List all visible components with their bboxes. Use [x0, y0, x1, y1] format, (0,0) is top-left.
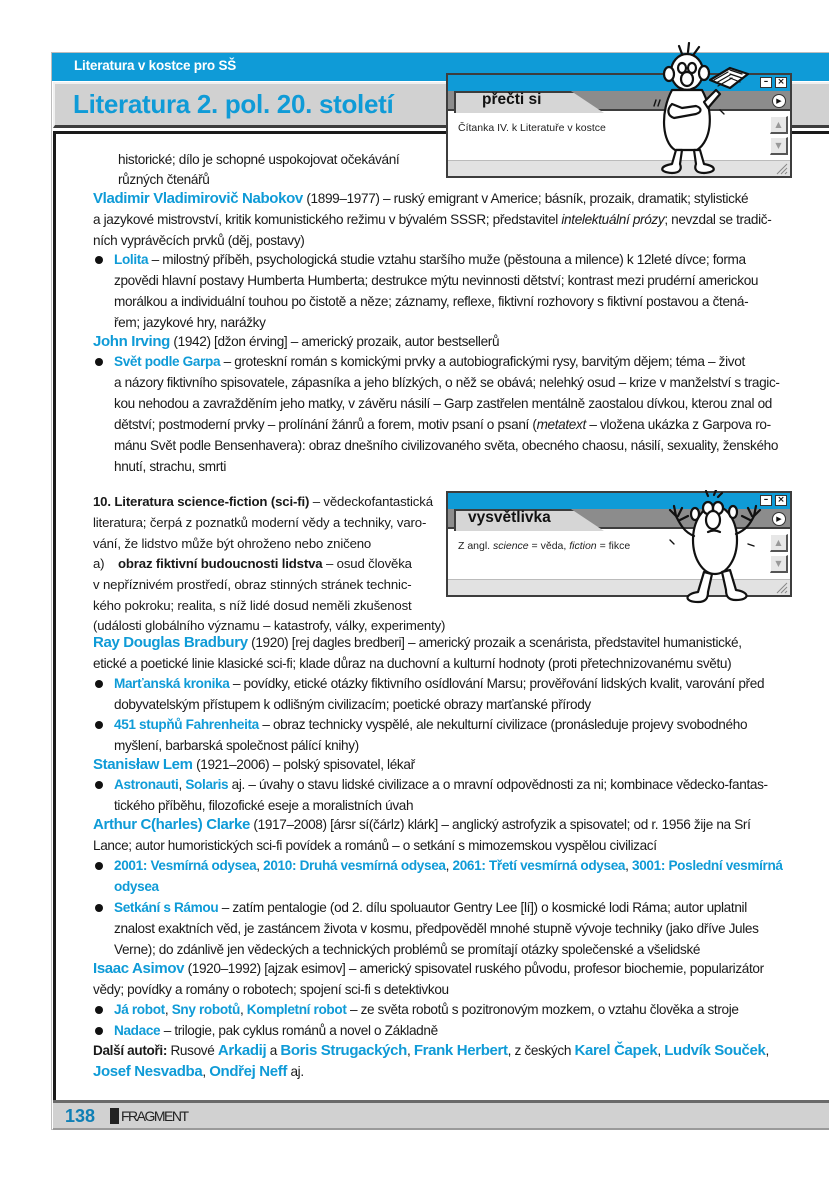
text: a	[266, 1043, 281, 1058]
section-title: 10. Literatura science-fiction (sci-fi)	[93, 494, 310, 509]
close-icon[interactable]: ×	[775, 77, 787, 88]
bullet-icon	[95, 680, 103, 688]
popup-scrollbar[interactable]	[768, 113, 790, 160]
work-desc-line: řem; jazykové hry, narážky	[114, 315, 266, 330]
work-desc: – obraz technicky vyspělé, ale nekulturní civilizace (pronásleduje projevy svobodného	[258, 717, 748, 732]
text: dětství; postmoderní prvky – prolínání žánrů a forem, motiv psaní o psaní (	[114, 417, 537, 432]
work-desc-line: znalost exaktních věd, je zastáncem života v kosmu, předpověděl mnohé stupně vývoje techniky (jako dříve Jules	[114, 921, 759, 936]
text: ,	[178, 777, 186, 792]
popup-scrollbar[interactable]	[768, 531, 790, 579]
author-name: Arthur C(harles) Clarke	[93, 816, 250, 833]
note-term-science: science	[493, 540, 529, 552]
author-name: Arkadij	[217, 1042, 267, 1059]
author-desc: (1920) [rej dagles bredberi] – americký prozaik a scenárista, představitel humanistické,	[247, 635, 742, 650]
text: – vědeckofantastická	[309, 494, 433, 509]
work-foundation	[114, 1020, 438, 1041]
author-desc-line: vědy; povídky a romány o robotech; spojení sci-fi s detektivkou	[93, 982, 449, 997]
other-authors-line	[93, 1061, 304, 1082]
scroll-up-icon[interactable]: ▲	[770, 534, 788, 552]
work-desc-line: kou nehodou a zavražděním jeho matky, v závěru násilí – Garp zastřelen mentálně zaostalou dívkou, kterou znal od	[114, 396, 772, 411]
work-desc-line: a názory fiktivního spisovatele, zápasníka a jeho blízkých, o něž se obává; nelehký osud – krize v manželství s tragic-	[114, 375, 780, 390]
chapter-title: Literatura 2. pol. 20. století	[73, 89, 394, 119]
note-text-part: = věda,	[528, 540, 570, 552]
play-icon[interactable]: ▶	[772, 512, 786, 526]
author-name: Frank Herbert	[413, 1042, 508, 1059]
bullet-icon	[95, 781, 103, 789]
note-text	[458, 540, 630, 552]
text: – osud člověka	[322, 556, 412, 571]
publisher-logo	[110, 1108, 188, 1124]
note-term-fiction: fiction	[569, 540, 597, 552]
work-desc: – zatím pentalogie (od 2. dílu spoluautor Gentry Lee [lí]) o kosmické lodi Ráma; autor uplatnil	[218, 900, 747, 915]
work-title: Astronauti	[114, 777, 179, 792]
text: ,	[765, 1043, 769, 1058]
author-desc: (1917–2008) [ársr sí(čárlz) klárk] – anglický astrofyzik a spisovatel; od r. 1956 žije na Srí	[250, 817, 751, 832]
work-title: 451 stupňů Fahrenheita	[114, 717, 259, 732]
author-desc: (1942) [džon érving] – americký prozaik, autor bestsellerů	[170, 334, 500, 349]
work-desc-line	[114, 414, 771, 435]
author-name: John Irving	[93, 333, 170, 350]
author-name: Isaac Asimov	[93, 960, 185, 977]
page-footer	[53, 1100, 829, 1130]
work-desc: – milostný příběh, psychologická studie vztahu staršího muže (pěstouna a milence) k 12leté dívce; forma	[148, 252, 746, 267]
author-nabokov	[93, 188, 748, 209]
author-name: Ray Douglas Bradbury	[93, 634, 248, 651]
work-title: 2001: Vesmírná odysea	[114, 858, 257, 873]
work-f451	[114, 714, 747, 735]
work-desc-line: morálkou a individuální touhou po čistotě a něze; záznamy, reflexe, fiktivní rozhovory s fiktivní postavou a čtená-	[114, 294, 749, 309]
term-metatext: metatext	[536, 417, 586, 432]
work-title: 2061: Třetí vesmírná odysea	[452, 858, 626, 873]
tab-read-label: přečti si	[482, 91, 542, 108]
tab-note-label: vysvětlivka	[468, 509, 551, 526]
bullet-icon	[95, 358, 103, 366]
other-authors	[93, 1040, 769, 1061]
bullet-icon	[95, 256, 103, 264]
subsection-a	[118, 553, 412, 574]
work-title: Nadace	[114, 1023, 161, 1038]
intro-line: historické; dílo je schopné uspokojovat očekávání	[118, 152, 400, 167]
scroll-down-icon[interactable]: ▼	[770, 555, 788, 573]
term-intellectual-prose: intelektuální prózy	[561, 212, 665, 227]
work-title: Solaris	[185, 777, 229, 792]
bullet-icon	[95, 1027, 103, 1035]
subsection-title: obraz fiktivní budoucnosti lidstva	[118, 556, 323, 571]
note-text-part: = fikce	[596, 540, 631, 552]
author-irving	[93, 331, 499, 352]
work-garp	[114, 351, 745, 372]
author-desc: (1921–2006) – polský spisovatel, lékař	[192, 757, 415, 772]
text: ,	[202, 1064, 210, 1079]
read-recommendation: Čítanka IV. k Literatuře v kostce	[458, 122, 606, 134]
work-title-line	[114, 876, 159, 897]
publisher-name: FRAGMENT	[121, 1108, 188, 1124]
work-desc-line: zpovědi hlavní postavy Humberta Humberta; destrukce mýtu nevinnosti dětství; kontrast mezi prudérní americkou	[114, 273, 759, 288]
bullet-icon	[95, 904, 103, 912]
author-name: Stanisław Lem	[93, 756, 193, 773]
text: ,	[164, 1002, 172, 1017]
section-line: vání, že lidstvo může být ohroženo nebo zničeno	[93, 536, 372, 551]
scroll-up-icon[interactable]: ▲	[770, 116, 788, 134]
other-authors-label: Další autoři:	[93, 1043, 168, 1058]
play-icon[interactable]: ▶	[772, 94, 786, 108]
section-scifi-heading	[93, 491, 433, 512]
author-asimov	[93, 958, 764, 979]
page-number: 138	[65, 1106, 96, 1126]
bullet-icon	[95, 1006, 103, 1014]
work-title: Já robot	[114, 1002, 165, 1017]
work-desc: – trilogie, pak cyklus románů a novel o Základně	[160, 1023, 438, 1038]
work-title: 2010: Druhá vesmírná odysea	[263, 858, 446, 873]
shrugging-mascot-icon	[660, 490, 770, 608]
author-desc: (1920–1992) [ajzak esimov] – americký spisovatel ruského původu, profesor biochemie, popularizátor	[184, 961, 764, 976]
minimize-icon[interactable]: –	[760, 77, 772, 88]
author-name: Karel Čapek	[574, 1042, 658, 1059]
note-text-part: Z angl.	[458, 540, 494, 552]
author-desc-line: etické a poetické linie klasické sci-fi; klade důraz na duchovní a kulturní hodnoty (proti přetechnizovanému světu)	[93, 656, 732, 671]
section-line: kého pokroku; realita, s níž lidé dosud neměli zkušenost	[93, 598, 412, 613]
minimize-icon[interactable]: –	[760, 495, 772, 506]
author-name: Boris Strugackých	[280, 1042, 407, 1059]
work-title: Lolita	[114, 252, 149, 267]
text: ,	[239, 1002, 247, 1017]
section-line: literatura; čerpá z poznatků moderní vědy a techniky, varo-	[93, 515, 427, 530]
text: ,	[445, 858, 453, 873]
work-title: 3001: Poslední vesmírná	[632, 858, 783, 873]
text: ,	[657, 1043, 665, 1058]
scroll-down-icon[interactable]: ▼	[770, 137, 788, 155]
reading-mascot-icon	[642, 42, 762, 177]
text: ,	[256, 858, 264, 873]
bullet-icon	[95, 862, 103, 870]
work-desc-line: tického příběhu, filozofické eseje a moralistních úvah	[114, 798, 414, 813]
list-marker: a)	[93, 556, 105, 571]
section-line: (události globálního významu – katastrofy, války, experimenty)	[93, 618, 446, 633]
book-label: Literatura v kostce pro SŠ	[74, 58, 237, 73]
author-clarke	[93, 814, 751, 835]
author-name: Vladimir Vladimirovič Nabokov	[93, 190, 303, 207]
logo-mark-icon	[110, 1108, 119, 1124]
author-bradbury	[93, 632, 742, 653]
author-name: Ondřej Neff	[209, 1063, 288, 1080]
text: aj.	[287, 1064, 304, 1079]
work-title: Sny robotů	[171, 1002, 240, 1017]
author-name: Josef Nesvadba	[93, 1063, 203, 1080]
work-desc-line: mánu Svět podle Bensenhavera): obraz dnešního civilizovaného světa, obecného chaosu, násilí, sexuality, ženského	[114, 438, 779, 453]
work-title: Marťanská kronika	[114, 676, 230, 691]
resize-grip-icon[interactable]	[774, 580, 788, 594]
author-desc-line: Lance; autor humoristických sci-fi povídek a románů – o setkání s mimozemskou vyspělou civilizací	[93, 838, 657, 853]
text: ,	[406, 1043, 414, 1058]
work-rama	[114, 897, 747, 918]
bullet-icon	[95, 721, 103, 729]
text: – vložena ukázka z Garpova ro-	[585, 417, 771, 432]
work-title: odysea	[114, 879, 159, 894]
work-title: Setkání s Rámou	[114, 900, 219, 915]
close-icon[interactable]: ×	[775, 495, 787, 506]
text: ; nevzdal se tradič-	[664, 212, 772, 227]
author-desc: (1899–1977) – ruský emigrant v Americe; básník, prozaik, dramatik; stylistické	[302, 191, 749, 206]
work-title: Svět podle Garpa	[114, 354, 221, 369]
work-desc-line: hnutí, strachu, smrti	[114, 459, 227, 474]
intro-line: různých čtenářů	[118, 172, 210, 187]
work-desc-line: myšlení, barbarská společnost pálící knihy)	[114, 738, 359, 753]
section-line: v nepříznivém prostředí, obraz stinných stránek technic-	[93, 577, 412, 592]
work-odyssey	[114, 855, 783, 876]
work-desc-line: dobyvatelským přístupem k odlišným civilizacím; poetické obrazy marťanské přírody	[114, 697, 591, 712]
work-robots	[114, 999, 739, 1020]
text: , z českých	[507, 1043, 575, 1058]
work-mars	[114, 673, 764, 694]
author-lem	[93, 754, 415, 775]
author-desc-line	[93, 209, 771, 230]
text: ,	[625, 858, 632, 873]
work-desc-line: Verne); do zdánlivě jen vědeckých a technických problémů se promítají otázky společenské a všelidské	[114, 942, 701, 957]
work-desc: – ze světa robotů s pozitronovým mozkem, o vztahu člověka a stroje	[346, 1002, 739, 1017]
work-desc: – povídky, etické otázky fiktivního osídlování Marsu; prověřování lidských kvalit, varování před	[229, 676, 765, 691]
work-desc: – groteskní román s komickými prvky a autobiografickými rysy, barvitým dějem; téma – život	[220, 354, 745, 369]
work-lolita	[114, 249, 746, 270]
author-name: Ludvík Souček	[664, 1042, 766, 1059]
author-desc-line: ních vyprávěcích prvků (děj, postavy)	[93, 233, 305, 248]
resize-grip-icon[interactable]	[774, 161, 788, 175]
work-title: Kompletní robot	[246, 1002, 347, 1017]
work-lem	[114, 774, 768, 795]
work-desc: aj. – úvahy o stavu lidské civilizace a o mravní odpovědnosti za ni; kombinace vědecko-fantas-	[228, 777, 768, 792]
text: Rusové	[167, 1043, 218, 1058]
text: a jazykové mistrovství, kritik komunistického režimu v bývalém SSSR; představitel	[93, 212, 562, 227]
